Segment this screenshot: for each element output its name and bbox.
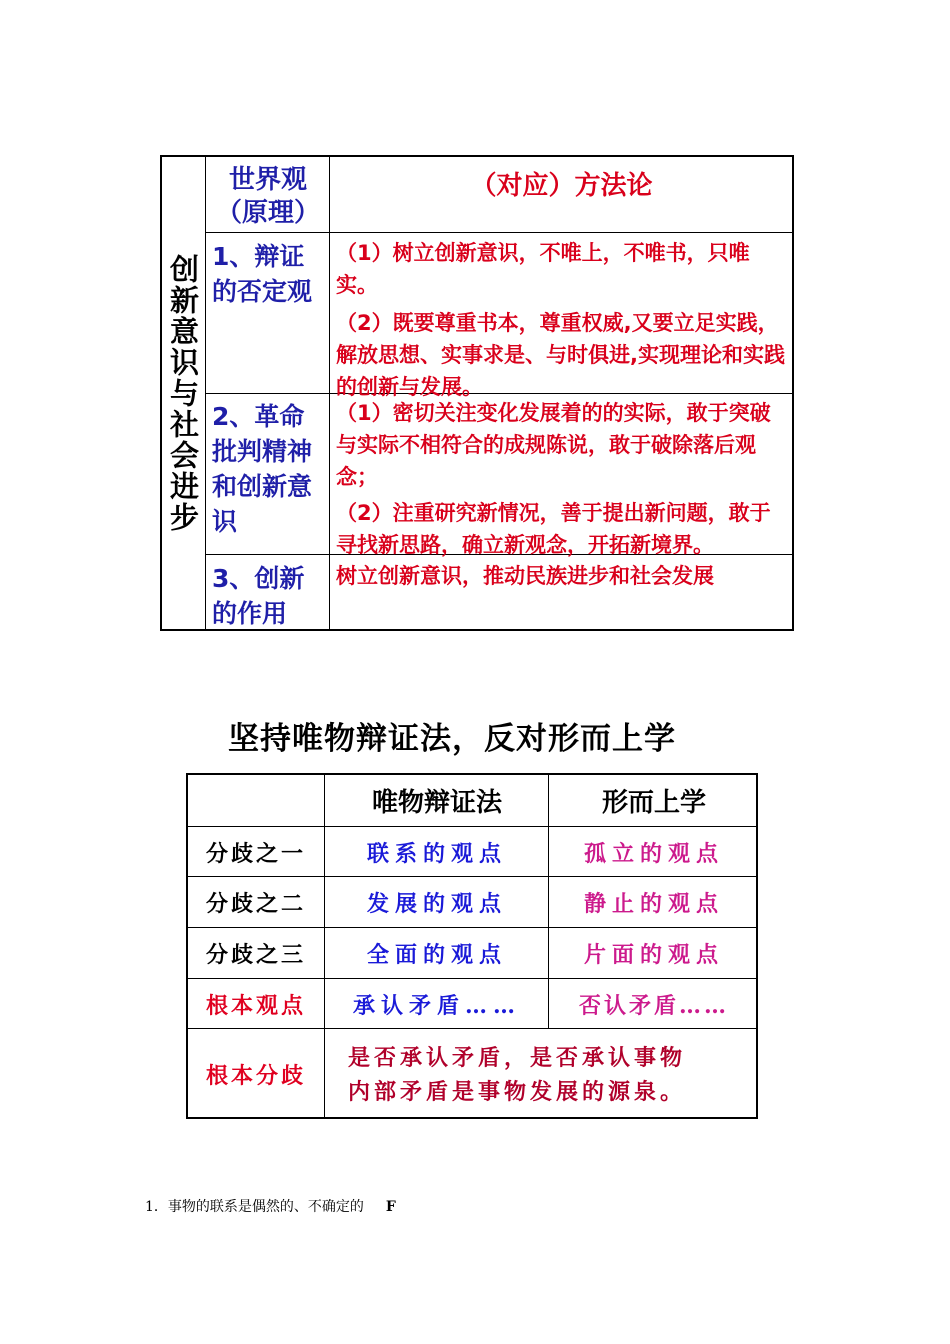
row-label: 根本观点 [205,992,306,1019]
metaphysics-view: 否认矛盾…… [578,992,729,1019]
fundamental-difference [348,1041,748,1109]
table-divider [188,826,756,827]
header-empty [188,775,324,826]
table-divider [188,1028,756,1029]
question-answer: F [385,1199,396,1215]
question-text: 1．事物的联系是偶然的、不确定的 [145,1199,364,1215]
metaphysics-view: 静止的观点 [583,891,724,917]
table-divider [188,978,756,979]
row-label: 分歧之三 [205,942,306,968]
method-1 [336,237,786,403]
metaphysics-view: 孤立的观点 [583,840,724,867]
fundamental-difference-line2: 内部矛盾是事物发展的源泉。 [348,1079,687,1105]
side-title-text: 创新意识与社会进步 [166,253,200,533]
principle-method-table [160,155,794,631]
table-divider [205,232,792,233]
principle-3: 3、创新的作用 [212,564,305,628]
row-label: 分歧之二 [205,891,306,917]
method-1-item-2: （2）既要尊重书本，尊重权威,又要立足实践，解放思想、实事求是、与时俱进,实现理论和实践的创新与发展。 [336,311,785,399]
method-2 [336,397,786,561]
principle-1: 1、辩证的否定观 [212,242,313,306]
dialectics-view: 全面的观点 [366,942,507,968]
metaphysics-view: 片面的观点 [583,942,724,968]
header-worldview [207,164,329,230]
dialectics-view: 联系的观点 [366,840,507,867]
method-2-item-1: （1）密切关注变化发展着的的实际，敢于突破与实际不相符合的成规陈说，敢于破除落后观念； [336,401,771,489]
header-worldview-line2: （原理） [215,198,320,228]
principle-2: 2、革命批判精神和创新意识 [212,402,313,536]
row-label: 分歧之一 [205,840,306,867]
fundamental-difference-line1: 是否承认矛盾，是否承认事物 [348,1045,687,1071]
table-divider [548,775,549,1028]
header-metaphysics: 形而上学 [601,788,706,818]
method-2-item-2: （2）注重研究新情况，善于提出新问题，敢于寻找新思路，确立新观念，开拓新境界。 [336,501,771,557]
method-3: 树立创新意识，推动民族进步和社会发展 [336,564,714,588]
method-1-item-1: （1）树立创新意识，不唯上，不唯书，只唯实。 [336,241,750,297]
header-dialectics: 唯物辩证法 [371,788,502,818]
dialectics-vs-metaphysics-table [186,773,758,1119]
row-label: 根本分歧 [205,1063,306,1089]
side-title [162,157,205,629]
table-divider [188,927,756,928]
table-divider [188,876,756,877]
section-heading: 坚持唯物辩证法，反对形而上学 [228,721,676,757]
dialectics-view: 承认矛盾…… [352,992,521,1019]
header-methodology: （对应）方法论 [470,171,653,201]
header-worldview-line1: 世界观 [228,165,307,195]
question-item [145,1196,396,1216]
dialectics-view: 发展的观点 [366,891,507,917]
